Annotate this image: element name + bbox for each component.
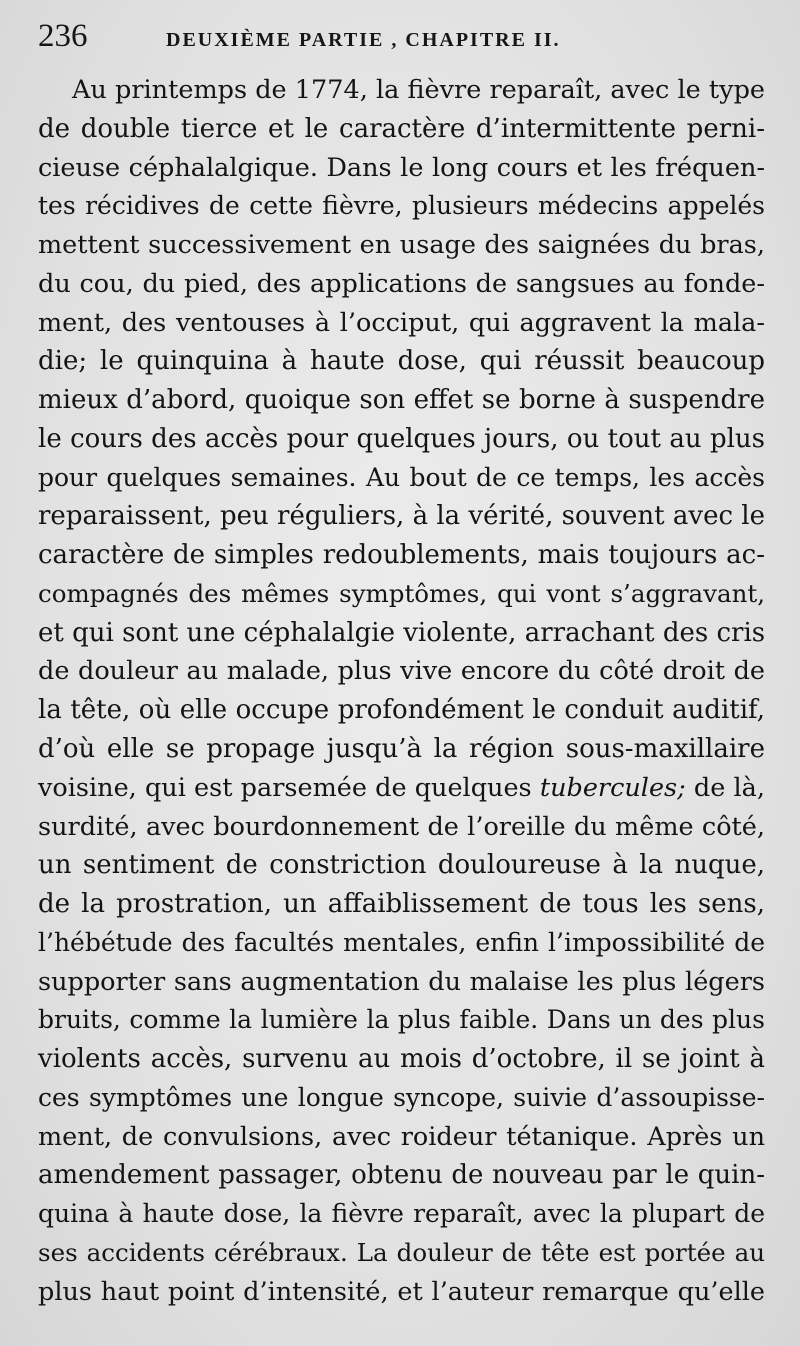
text-line: bruits, comme la lumière la plus faible. Dans un des plus — [38, 1005, 765, 1035]
text-line: et qui sont une céphalalgie violente, arrachant des cris — [38, 617, 766, 648]
text-line: cieuse céphalalgique. Dans le long cours et les fréquen- — [38, 152, 765, 183]
text-line: de la prostration, un affaiblissement de tous les sens, — [38, 889, 765, 920]
text-line: tes récidives de cette fièvre, plusieurs médecins appelés — [38, 191, 765, 221]
text-line: l’hébétude des facultés mentales, enfin l’impossibilité de — [38, 927, 765, 957]
text-line: pour quelques semaines. Au bout de ce temps, les accès — [38, 462, 765, 492]
text-line: ment, de convulsions, avec roideur tétanique. Après un — [38, 1121, 765, 1152]
text-line: reparaissent, peu réguliers, à la vérité, souvent avec le — [38, 501, 765, 532]
text-line: un sentiment de constriction douloureuse à la nuque, — [38, 850, 765, 881]
text-line: mieux d’abord, quoique son effet se borne à suspendre — [38, 385, 765, 416]
text-line: surdité, avec bourdonnement de l’oreille du même côté, — [38, 811, 765, 842]
text-line: ses accidents cérébraux. La douleur de tête est portée au — [38, 1237, 765, 1267]
text-line: voisine, qui est parsemée de quelques tubercules; de là, — [38, 772, 765, 803]
text-line: ces symptômes une longue syncope, suivie d’assoupisse- — [38, 1082, 765, 1112]
italic-term: tubercules; — [539, 772, 686, 803]
text-line: amendement passager, obtenu de nouveau par le quin- — [38, 1160, 765, 1191]
text-line: violents accès, survenu au mois d’octobre, il se joint à — [38, 1044, 765, 1075]
chapter-title: DEUXIÈME PARTIE , CHAPITRE II. — [166, 29, 561, 51]
body-paragraph — [38, 71, 765, 1312]
text-line: Au printemps de 1774, la fièvre reparaît, avec le type — [72, 75, 765, 105]
text-line: du cou, du pied, des applications de sangsues au fonde- — [38, 268, 765, 299]
text-line: ment, des ventouses à l’occiput, qui aggravent la mala- — [38, 307, 765, 338]
text-line: de douleur au malade, plus vive encore du côté droit de — [38, 656, 765, 687]
text-line: mettent successivement en usage des saignées du bras, — [38, 230, 765, 261]
text-line: compagnés des mêmes symptômes, qui vont s’aggravant, — [38, 578, 765, 608]
running-head — [38, 16, 778, 56]
text-line: la tête, où elle occupe profondément le conduit auditif, — [38, 695, 765, 726]
text-line: supporter sans augmentation du malaise les plus légers — [38, 966, 765, 997]
text-line: caractère de simples redoublements, mais toujours ac- — [38, 540, 765, 571]
text-line: die; le quinquina à haute dose, qui réussit beaucoup — [38, 346, 765, 377]
text-line: plus haut point d’intensité, et l’auteur remarque qu’elle — [38, 1276, 765, 1307]
text-line: quina à haute dose, la fièvre reparaît, avec la plupart de — [38, 1199, 765, 1229]
text-line: de double tierce et le caractère d’intermittente perni- — [38, 113, 765, 144]
text-line: le cours des accès pour quelques jours, ou tout au plus — [38, 423, 765, 454]
text-line: d’où elle se propage jusqu’à la région sous-maxillaire — [38, 734, 765, 765]
page-number: 236 — [38, 18, 88, 54]
